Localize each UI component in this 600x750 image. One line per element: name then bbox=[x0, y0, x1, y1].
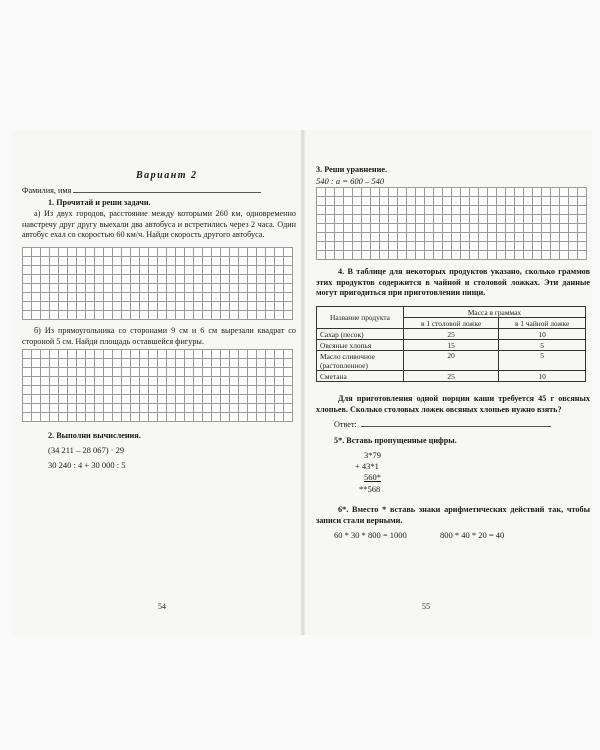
product-name: Масло сливочное (растопленное) bbox=[317, 351, 404, 371]
task5-line-2: + 43*1 bbox=[355, 461, 379, 471]
task1-b-answer-grid[interactable] bbox=[22, 349, 293, 422]
table-spoon-value: 25 bbox=[404, 329, 499, 340]
products-table bbox=[316, 306, 586, 382]
product-name: Сахар (песок) bbox=[317, 329, 404, 340]
tea-spoon-value: 5 bbox=[499, 351, 586, 371]
task1-a-text: а) Из двух городов, расстояние между которыми 260 км, одновременно навстречу друг другу выехали два автобуса и встретились через 2 часа. Один автобус ехал со скоростью 60 км/ч. Найди скорость другого автобуса. bbox=[22, 209, 296, 239]
page-number-left: 54 bbox=[158, 602, 166, 611]
header-product: Название продукта bbox=[317, 307, 404, 329]
left-page bbox=[18, 130, 298, 635]
book-fold bbox=[300, 130, 306, 635]
task1-a-answer-grid[interactable] bbox=[22, 247, 293, 320]
table-row bbox=[317, 371, 586, 382]
task2-expression-2: 30 240 : 4 + 30 000 : 5 bbox=[48, 460, 126, 470]
task3-equation: 540 : a = 600 – 540 bbox=[316, 176, 385, 186]
table-header-row bbox=[317, 307, 586, 318]
task2-heading: 2. Выполни вычисления. bbox=[48, 431, 141, 440]
table-spoon-value: 15 bbox=[404, 340, 499, 351]
right-page bbox=[312, 130, 592, 635]
header-tea-spoon: в 1 чайной ложке bbox=[499, 318, 586, 329]
table-row bbox=[317, 329, 586, 340]
table-row bbox=[317, 340, 586, 351]
tea-spoon-value: 5 bbox=[499, 340, 586, 351]
answer-label: Ответ: bbox=[334, 420, 357, 429]
page-number-right: 55 bbox=[422, 602, 430, 611]
table-row bbox=[317, 351, 586, 371]
product-name: Овсяные хлопья bbox=[317, 340, 404, 351]
task5-line-1: 3*79 bbox=[364, 450, 381, 460]
header-table-spoon: в 1 столовой ложке bbox=[404, 318, 499, 329]
answer-input-line[interactable] bbox=[361, 418, 551, 427]
task4-answer-row bbox=[334, 418, 551, 431]
name-label: Фамилия, имя bbox=[22, 186, 72, 195]
header-mass: Масса в граммах bbox=[404, 307, 586, 318]
task6-expression-1: 60 * 30 * 800 = 1000 bbox=[334, 530, 407, 540]
task6-expression-2: 800 * 40 * 20 = 40 bbox=[440, 530, 505, 540]
task3-heading: 3. Реши уравнение. bbox=[316, 165, 388, 174]
tea-spoon-value: 10 bbox=[499, 371, 586, 382]
task2-expression-1: (34 211 – 28 067) · 29 bbox=[48, 445, 125, 455]
student-name-row bbox=[22, 184, 261, 197]
table-spoon-value: 20 bbox=[404, 351, 499, 371]
task4-question: Для приготовления одной порции каши требуется 45 г овсяных хлопьев. Сколько столовых ложек овсяных хлопьев нужно взять? bbox=[316, 394, 590, 414]
task1-heading: 1. Прочитай и реши задачи. bbox=[48, 198, 151, 207]
task5-line-4: **568 bbox=[359, 484, 381, 494]
table-spoon-value: 25 bbox=[404, 371, 499, 382]
product-name: Сметана bbox=[317, 371, 404, 382]
task5-line-3: 560* bbox=[364, 472, 381, 482]
task1-b-text: б) Из прямоугольника со сторонами 9 см и 6 см вырезали квадрат со стороной 5 см. Найди площадь оставшейся фигуры. bbox=[22, 326, 296, 346]
name-input-line[interactable] bbox=[73, 184, 261, 193]
task5-heading: 5*. Вставь пропущенные цифры. bbox=[334, 436, 457, 445]
tea-spoon-value: 10 bbox=[499, 329, 586, 340]
task4-heading: 4. В таблице для некоторых продуктов указано, сколько граммов этих продуктов содержится в чайной и столовой ложках. Эти данные могут пригодиться при приготовлении пищи. bbox=[316, 267, 590, 297]
task6-heading: 6*. Вместо * вставь знаки арифметических действий так, чтобы записи стали верными. bbox=[316, 505, 590, 525]
task3-answer-grid[interactable] bbox=[316, 187, 587, 260]
variant-title: Вариант 2 bbox=[136, 170, 198, 181]
